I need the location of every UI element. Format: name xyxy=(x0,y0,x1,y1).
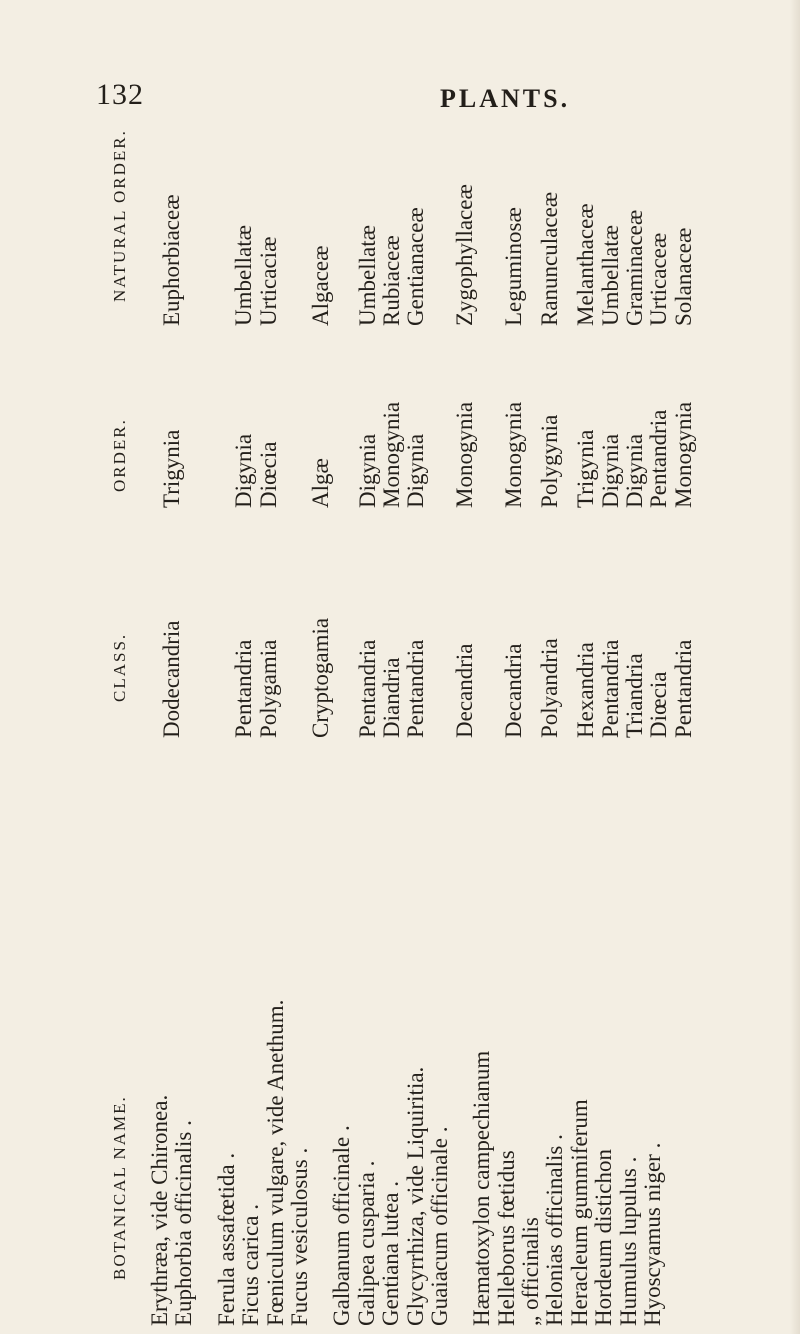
table-cell: Digynia xyxy=(231,433,257,508)
group-h xyxy=(496,348,697,508)
table-cell: Rubiaceæ xyxy=(378,235,404,326)
table-cell: Gentiana lutea . xyxy=(378,1181,404,1326)
table-cell: Solanaceæ xyxy=(670,227,696,326)
table-cell: Helonias officinalis . xyxy=(542,1134,568,1326)
table-cell: Fucus vesiculosus . xyxy=(286,1147,312,1326)
table-cell: Digynia xyxy=(354,433,380,508)
table-cell: Leguminosæ xyxy=(500,207,526,326)
table-cell: Umbellatæ xyxy=(597,225,623,326)
group-h xyxy=(496,548,697,738)
group-crypt xyxy=(299,136,333,326)
table-cell: Hyoscyamus niger . xyxy=(640,1142,666,1326)
table-cell: Guaiacum officinale . xyxy=(426,1126,452,1326)
group-g xyxy=(352,348,478,508)
table-cell: Gentianaceæ xyxy=(403,207,429,326)
group-f xyxy=(202,548,281,738)
table-cell xyxy=(429,348,453,508)
table-cell: Galipea cusparia . xyxy=(353,1160,379,1326)
table-cell: Fœniculum vulgare, vide Anethum. xyxy=(262,999,288,1326)
natural-order-column xyxy=(148,136,714,326)
table-cell: Pentandria xyxy=(231,639,257,738)
table-cell: Polyandria xyxy=(536,638,562,738)
table-cell: Diœcia xyxy=(255,441,281,508)
table-cell: Monogynia xyxy=(500,401,526,508)
table-cell: Hordeum distichon xyxy=(591,1149,617,1326)
table-cell: Dodecandria xyxy=(159,620,184,738)
table-cell: Melanthaceæ xyxy=(573,203,599,326)
table-cell: Urticaciæ xyxy=(255,236,281,326)
table-cell: Polygynia xyxy=(536,414,562,508)
table-cell: Urticaceæ xyxy=(646,232,672,326)
table-cell: Pentandria xyxy=(354,639,380,738)
table-cell: Heracleum gummiferum xyxy=(566,1099,592,1326)
group-h xyxy=(496,136,697,326)
plant-table xyxy=(100,129,720,1330)
table-cell: Pentandria xyxy=(670,639,696,738)
table-cell: Algæ xyxy=(308,458,334,508)
group-crypt xyxy=(299,548,333,738)
column-header-order: ORDER. xyxy=(110,418,129,492)
table-cell: Digynia xyxy=(597,433,623,508)
table-cell: Pentandria xyxy=(646,409,672,508)
table-cell: Euphorbiaceæ xyxy=(159,194,184,326)
table-cell xyxy=(429,136,453,326)
group-g xyxy=(330,806,452,1326)
table-cell: Zygophyllaceæ xyxy=(452,184,478,326)
group-g xyxy=(352,548,478,738)
table-cell: Digynia xyxy=(622,433,648,508)
table-cell: Glycyrrhiza, vide Liquiritia. xyxy=(402,1066,428,1326)
table-cell: Ferula assafœtida . xyxy=(213,1152,239,1326)
class-column xyxy=(148,548,714,738)
table-cell: „ officinalis xyxy=(518,1217,544,1326)
group-e xyxy=(148,806,197,1326)
table-cell: Pentandria xyxy=(597,639,623,738)
order-column xyxy=(148,348,714,508)
group-f xyxy=(202,136,281,326)
group-e xyxy=(148,136,184,326)
column-header-class: CLASS. xyxy=(110,632,129,702)
table-cell: Hæmatoxylon campechianum xyxy=(469,1050,495,1326)
group-h xyxy=(470,806,665,1326)
table-cell: Ranunculaceæ xyxy=(536,191,562,326)
table-cell: Triandria xyxy=(622,653,648,738)
table-cell: Umbellatæ xyxy=(354,225,380,326)
group-g xyxy=(352,136,478,326)
botanical-name-column xyxy=(148,806,683,1326)
table-cell: Algaceæ xyxy=(308,245,334,326)
table-cell: Monogynia xyxy=(378,401,404,508)
table-cell: Polygamia xyxy=(255,639,281,738)
table-cell: Trigynia xyxy=(159,429,184,508)
table-cell: Diandria xyxy=(378,657,404,738)
table-cell: Hexandria xyxy=(573,642,599,738)
group-f xyxy=(215,806,313,1326)
table-cell: Graminaceæ xyxy=(622,209,648,326)
table-cell: Umbellatæ xyxy=(231,225,257,326)
table-cell: Monogynia xyxy=(452,401,478,508)
table-cell: Euphorbia officinalis . xyxy=(171,1120,197,1326)
group-e xyxy=(148,548,184,738)
table-cell: Decandria xyxy=(500,643,526,738)
table-cell: Cryptogamia xyxy=(308,617,334,738)
running-head: PLANTS. xyxy=(440,84,571,113)
group-f xyxy=(202,348,281,508)
table-cell: Humulus lupulus . xyxy=(615,1156,641,1326)
group-e xyxy=(148,348,184,508)
column-header-natural-order: NATURAL ORDER. xyxy=(110,129,129,302)
table-cell: Decandria xyxy=(452,643,478,738)
table-cell: Helleborus fœtidus xyxy=(493,1150,519,1326)
column-header-botanical-name: BOTANICAL NAME. xyxy=(110,1095,129,1280)
table-cell xyxy=(429,548,453,738)
table-cell: Digynia xyxy=(403,433,429,508)
table-cell: Galbanum officinale . xyxy=(329,1125,355,1326)
page-header xyxy=(60,78,720,118)
table-cell: Trigynia xyxy=(573,429,599,508)
table-cell: Pentandria xyxy=(403,639,429,738)
table-cell: Ficus carica . xyxy=(238,1204,264,1326)
table-cell: Diœcia xyxy=(646,671,672,738)
table-cell: Erythræa, vide Chironea. xyxy=(147,1094,172,1326)
table-cell: Monogynia xyxy=(670,401,696,508)
group-crypt xyxy=(299,348,333,508)
page-edge-shadow xyxy=(790,0,800,1334)
page-number: 132 xyxy=(96,78,144,111)
